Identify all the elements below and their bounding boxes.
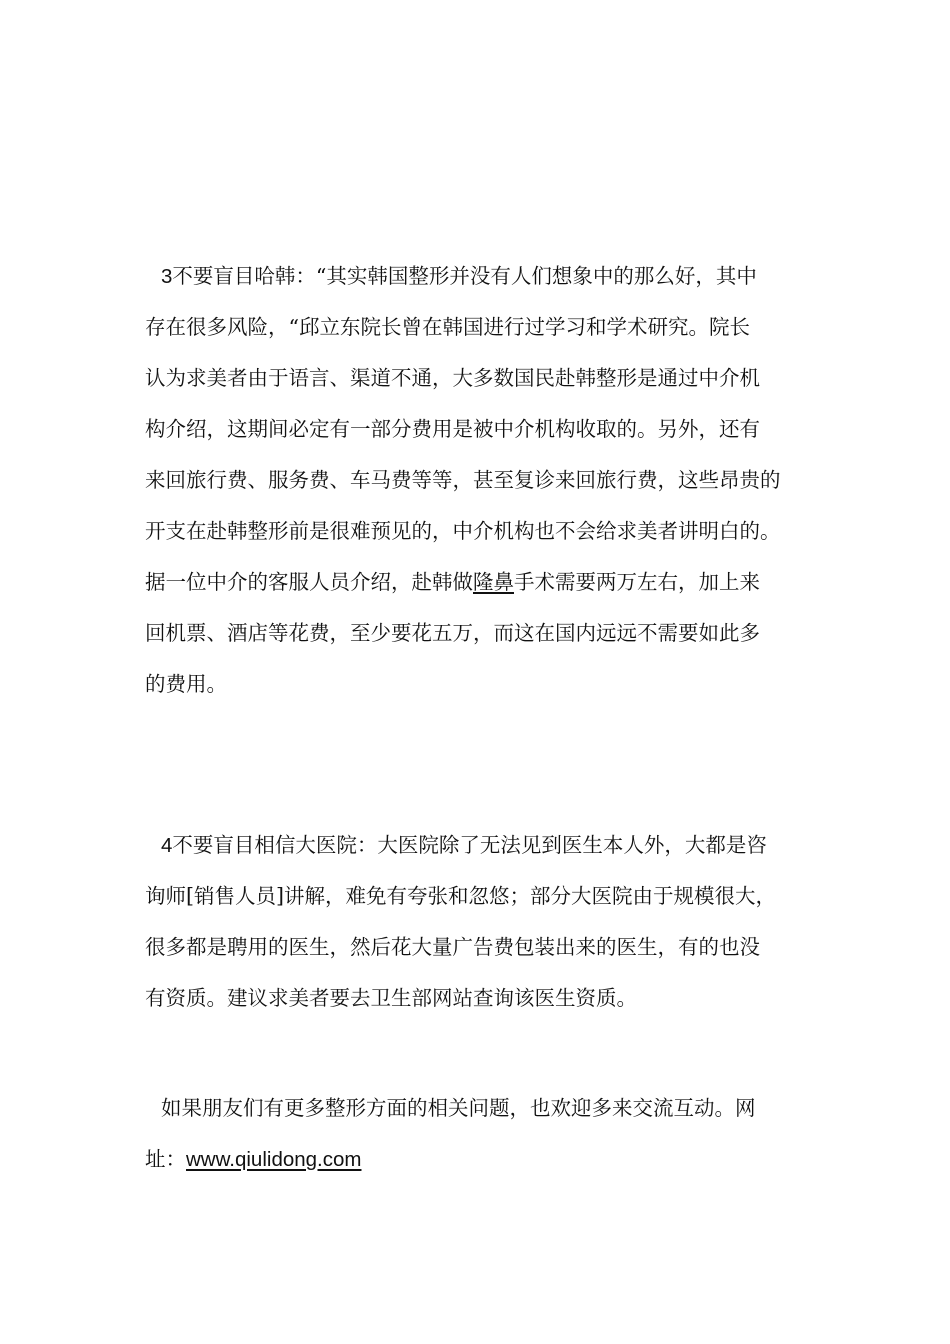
text-line	[145, 1083, 825, 1134]
text-line: 询师[销售人员]讲解，难免有夸张和忽悠；部分大医院由于规模很大，	[145, 884, 776, 908]
text-line: 存在很多风险，“邱立东院长曾在韩国进行过学习和学术研究。院长	[145, 315, 750, 339]
text-line: 开支在赴韩整形前是很难预见的，中介机构也不会给求美者讲明白的。	[145, 519, 781, 543]
underlined-term: 隆鼻	[473, 570, 514, 594]
text-segment: 据一位中介的客服人员介绍，赴韩做	[145, 570, 473, 594]
website-link[interactable]: www.qiulidong.com	[186, 1148, 362, 1171]
text-line: 的费用。	[145, 672, 227, 696]
text-segment: 址：	[145, 1147, 186, 1171]
text-line	[145, 820, 825, 871]
text-line: 有资质。建议求美者要去卫生部网站查询该医生资质。	[145, 986, 637, 1010]
paragraph-4-big-hospital	[145, 820, 825, 1024]
text-line: 来回旅行费、服务费、车马费等等，甚至复诊来回旅行费，这些昂贵的	[145, 468, 781, 492]
text-line: 构介绍，这期间必定有一部分费用是被中介机构收取的。另外，还有	[145, 417, 760, 441]
text-line-content: 如果朋友们有更多整形方面的相关问题，也欢迎多来交流互动。网	[161, 1096, 756, 1120]
text-line	[145, 557, 825, 608]
text-segment: 手术需要两万左右，加上来	[514, 570, 760, 594]
text-line-content: 不要盲目相信大医院：大医院除了无法见到医生本人外，大都是咨	[172, 833, 767, 857]
text-line: 很多都是聘用的医生，然后花大量广告费包装出来的医生，有的也没	[145, 935, 760, 959]
text-line: 认为求美者由于语言、渠道不通，大多数国民赴韩整形是通过中介机	[145, 366, 760, 390]
item-number: 3	[161, 265, 173, 288]
text-line-content: 不要盲目哈韩：“其实韩国整形并没有人们想象中的那么好，其中	[172, 264, 757, 288]
paragraph-3-korea-surgery	[145, 251, 825, 710]
item-number: 4	[161, 834, 173, 857]
text-line: 回机票、酒店等花费，至少要花五万，而这在国内远远不需要如此多	[145, 621, 760, 645]
text-line	[145, 1134, 825, 1185]
paragraph-contact	[145, 1083, 825, 1185]
text-line	[145, 251, 825, 302]
